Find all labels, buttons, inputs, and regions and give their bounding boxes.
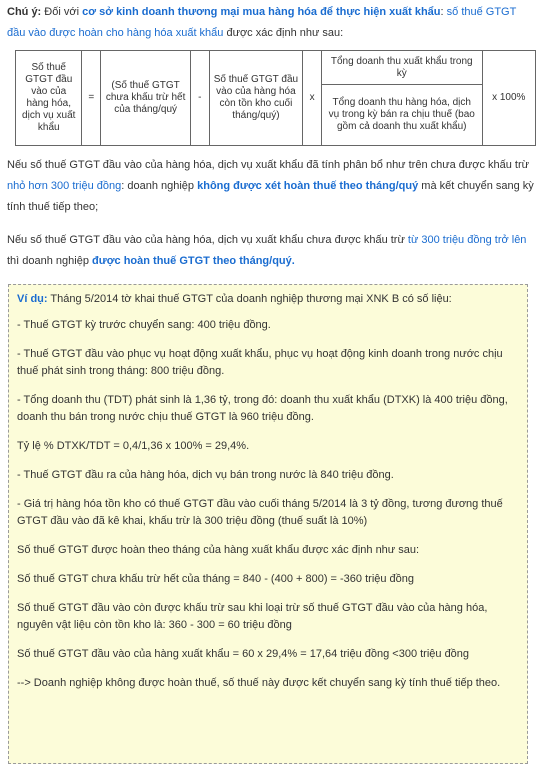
example-line: - Thuế GTGT đầu ra của hàng hóa, dịch vụ bán trong nước là 840 triệu đồng. [17, 469, 394, 481]
example-box [8, 284, 528, 764]
example-line: --> Doanh nghiệp không được hoàn thuế, số thuế này được kết chuyển sang kỳ tính thuế tiếp theo. [17, 677, 501, 689]
intro-highlight-2: số thuế GTGT đầu vào được hoàn cho hàng hóa xuất khẩu [7, 6, 517, 39]
formula-times: x [303, 51, 322, 146]
example-line: Số thuế GTGT đầu vào của hàng xuất khẩu = 60 x 29,4% = 17,64 triệu đồng <300 triệu đồng [17, 648, 470, 660]
formula-denominator: Tổng doanh thu hàng hóa, dịch vụ trong kỳ bán ra chịu thuế (bao gồm cả doanh thu xuất khẩu) [321, 85, 482, 146]
intro-highlight-1: cơ sở kinh doanh thương mại mua hàng hóa để thực hiện xuất khẩu [82, 6, 441, 18]
intro-text: : [440, 6, 447, 18]
para-text: : doanh nghiệp [121, 180, 198, 192]
para-highlight-threshold: nhỏ hơn 300 triệu đồng [7, 180, 122, 192]
example-intro-text: Tháng 5/2014 tờ khai thuế GTGT của doanh nghiệp thương mại XNK B có số liệu: [47, 293, 452, 305]
intro-paragraph [7, 0, 536, 44]
formula-unused-credit: (Số thuế GTGT chưa khấu trừ hết của tháng/quý [101, 51, 191, 146]
formula-equals: = [82, 51, 101, 146]
example-line: - Giá trị hàng hóa tồn kho có thuế GTGT đầu vào cuối tháng 5/2014 là 3 tỷ đồng, tương đương thuế GTGT đầu vào đã kê khai, khấu trừ là 300 triệu đồng (thuế suất là 10%) [17, 498, 503, 527]
example-line: Tỷ lệ % DTXK/TDT = 0,4/1,36 x 100% = 29,4%. [17, 440, 250, 452]
para-text: Nếu số thuế GTGT đầu vào của hàng hóa, dịch vụ xuất khẩu chưa được khấu trừ [7, 234, 408, 246]
example-label: Ví dụ: [17, 293, 48, 305]
rule-paragraph-under-300 [7, 155, 536, 218]
example-line: - Thuế GTGT đầu vào phục vụ hoạt động xuất khẩu, phục vụ hoạt động kinh doanh trong nước chịu thuế phát sinh trong tháng: 800 triệu đồng. [17, 348, 503, 377]
para-text: thì doanh nghiệp [7, 255, 93, 267]
example-line: - Tổng doanh thu (TDT) phát sinh là 1,36 tỷ, trong đó: doanh thu xuất khẩu (DTXK) là 400 triệu đồng, doanh thu bán trong nước chịu thuế GTGT là 960 triệu đồng. [17, 394, 508, 423]
rule-paragraph-over-300 [7, 230, 536, 272]
para-highlight-refund: được hoàn thuế GTGT theo tháng/quý. [92, 255, 295, 267]
intro-text: Đối với [41, 6, 83, 18]
para-highlight-no-refund: không được xét hoàn thuế theo tháng/quý [197, 180, 419, 192]
formula-result-cell: Số thuế GTGT đầu vào của hàng hóa, dịch vụ xuất khẩu [16, 51, 82, 146]
example-intro [17, 291, 519, 308]
formula-percent: x 100% [482, 51, 535, 146]
para-text: mà kết chuyển sang kỳ tính thuế tiếp theo; [7, 180, 534, 213]
formula-table [15, 50, 536, 146]
formula-inventory-tax: Số thuế GTGT đầu vào của hàng hóa còn tồn kho cuối tháng/quý) [209, 51, 303, 146]
formula-minus: - [191, 51, 209, 146]
example-line: Số thuế GTGT được hoàn theo tháng của hàng xuất khẩu được xác định như sau: [17, 544, 420, 556]
formula-numerator: Tổng doanh thu xuất khẩu trong kỳ [321, 51, 482, 85]
example-line: - Thuế GTGT kỳ trước chuyển sang: 400 triệu đồng. [17, 319, 271, 331]
para-text: Nếu số thuế GTGT đầu vào của hàng hóa, dịch vụ xuất khẩu đã tính phân bổ như trên chưa được khấu trừ [7, 159, 530, 171]
note-label: Chú ý: [7, 6, 42, 18]
example-line: Số thuế GTGT đầu vào còn được khấu trừ sau khi loại trừ số thuế GTGT đầu vào của hàng hóa, nguyên vật liệu còn tồn kho là: 360 - 300 = 60 triệu đồng [17, 602, 488, 631]
example-line: Số thuế GTGT chưa khấu trừ hết của tháng = 840 - (400 + 800) = -360 triệu đồng [17, 573, 415, 585]
para-highlight-threshold: từ 300 triệu đồng trở lên [407, 234, 527, 246]
intro-text: được xác định như sau: [223, 27, 344, 39]
